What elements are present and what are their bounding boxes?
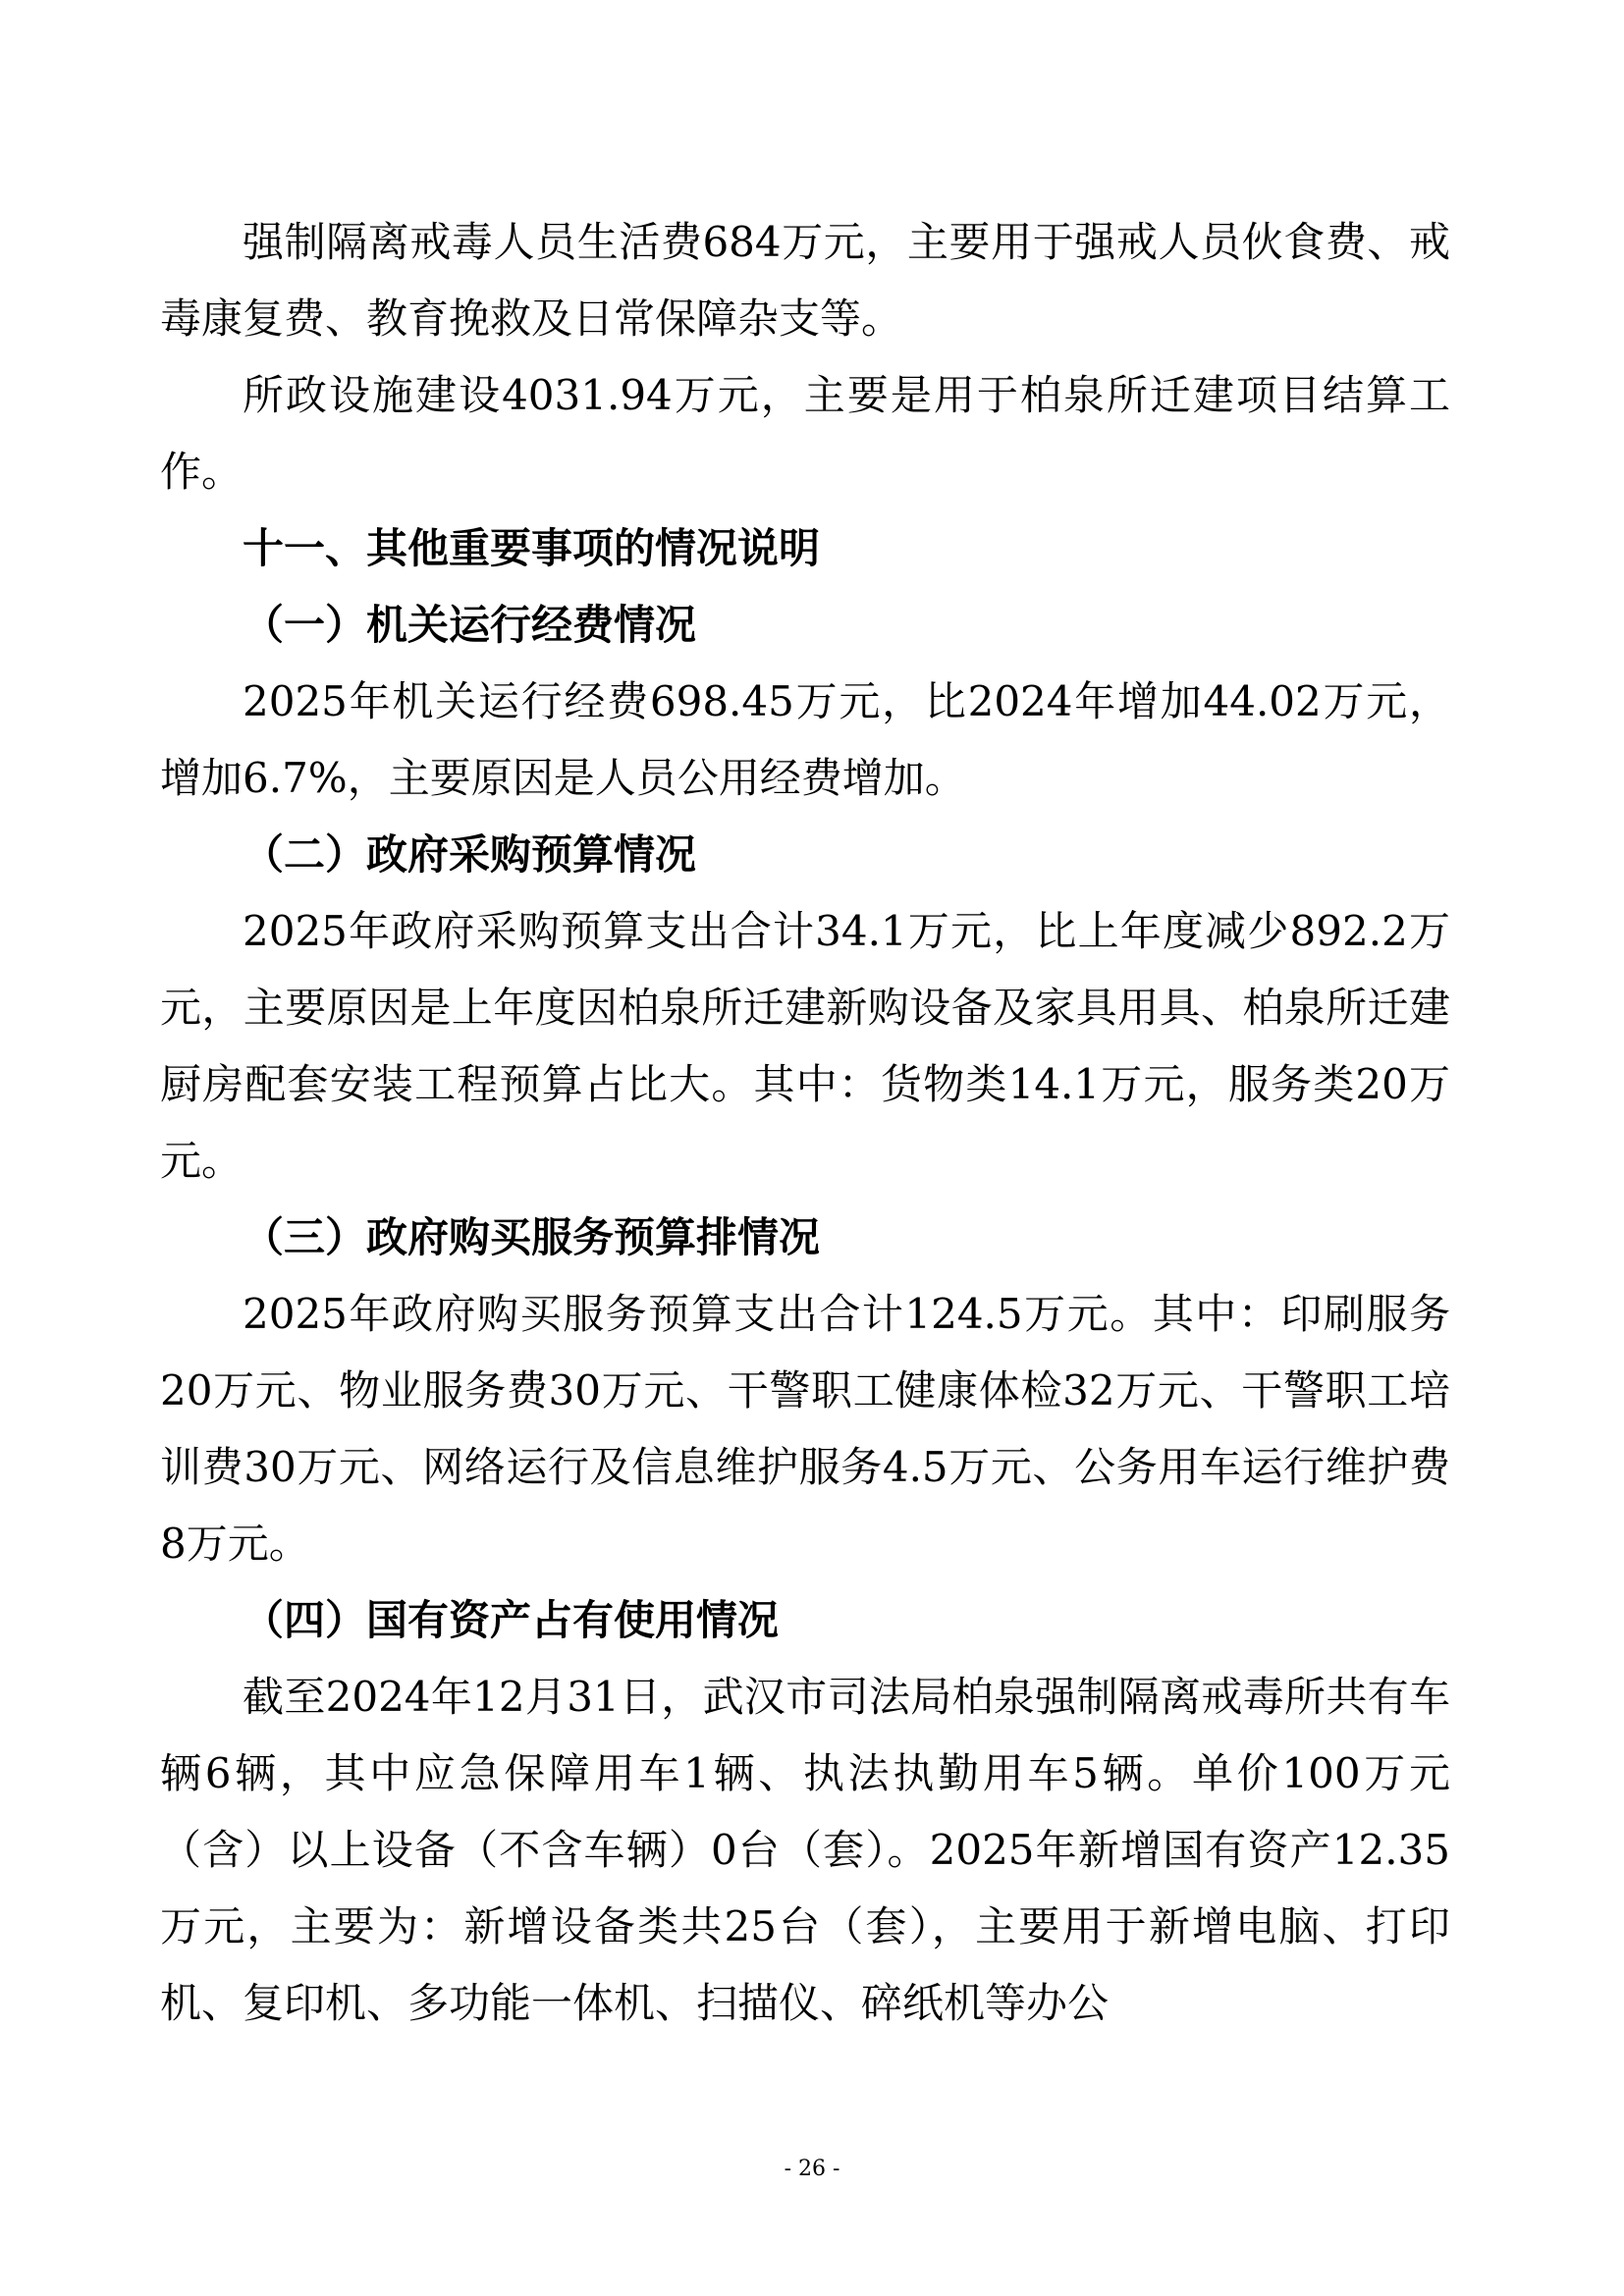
paragraph-operating-expenses: 2025年机关运行经费698.45万元，比2024年增加44.02万元，增加6.7%，主要原因是人员公用经费增加。 bbox=[160, 677, 1450, 802]
subsection-title-procurement: （二）政府采购预算情况 bbox=[243, 830, 697, 879]
page-number: - 26 - bbox=[784, 2157, 840, 2181]
section-title: 十一、其他重要事项的情况说明 bbox=[243, 524, 821, 572]
paragraph-state-assets: 截至2024年12月31日，武汉市司法局柏泉强制隔离戒毒所共有车辆6辆，其中应急保障用车1辆、执法执勤用车5辆。单价100万元（含）以上设备（不含车辆）0台（套）。2025年新增国有资产12.35万元，主要为：新增设备类共25台（套），主要用于新增电脑、打印机、复印机、多功能一体机、扫描仪、碎纸机等办公 bbox=[160, 1673, 1450, 2027]
paragraph-purchased-services: 2025年政府购买服务预算支出合计124.5万元。其中：印刷服务20万元、物业服务费30万元、干警职工健康体检32万元、干警职工培训费30万元、网络运行及信息维护服务4.5万元、公务用车运行维护费8万元。 bbox=[160, 1290, 1450, 1568]
paragraph-procurement: 2025年政府采购预算支出合计34.1万元，比上年度减少892.2万元，主要原因是上年度因柏泉所迁建新购设备及家具用具、柏泉所迁建厨房配套安装工程预算占比大。其中：货物类14.1万元，服务类20万元。 bbox=[160, 907, 1450, 1185]
subsection-title-operating-expenses: （一）机关运行经费情况 bbox=[243, 601, 697, 649]
subsection-title-state-assets: （四）国有资产占有使用情况 bbox=[243, 1596, 780, 1644]
document-body bbox=[160, 204, 1450, 2042]
paragraph-facility-construction: 所政设施建设4031.94万元，主要是用于柏泉所迁建项目结算工作。 bbox=[160, 371, 1450, 496]
paragraph-detention-living-expenses: 强制隔离戒毒人员生活费684万元，主要用于强戒人员伙食费、戒毒康复费、教育挽救及日常保障杂支等。 bbox=[160, 218, 1450, 343]
subsection-title-purchased-services: （三）政府购买服务预算排情况 bbox=[243, 1213, 821, 1261]
